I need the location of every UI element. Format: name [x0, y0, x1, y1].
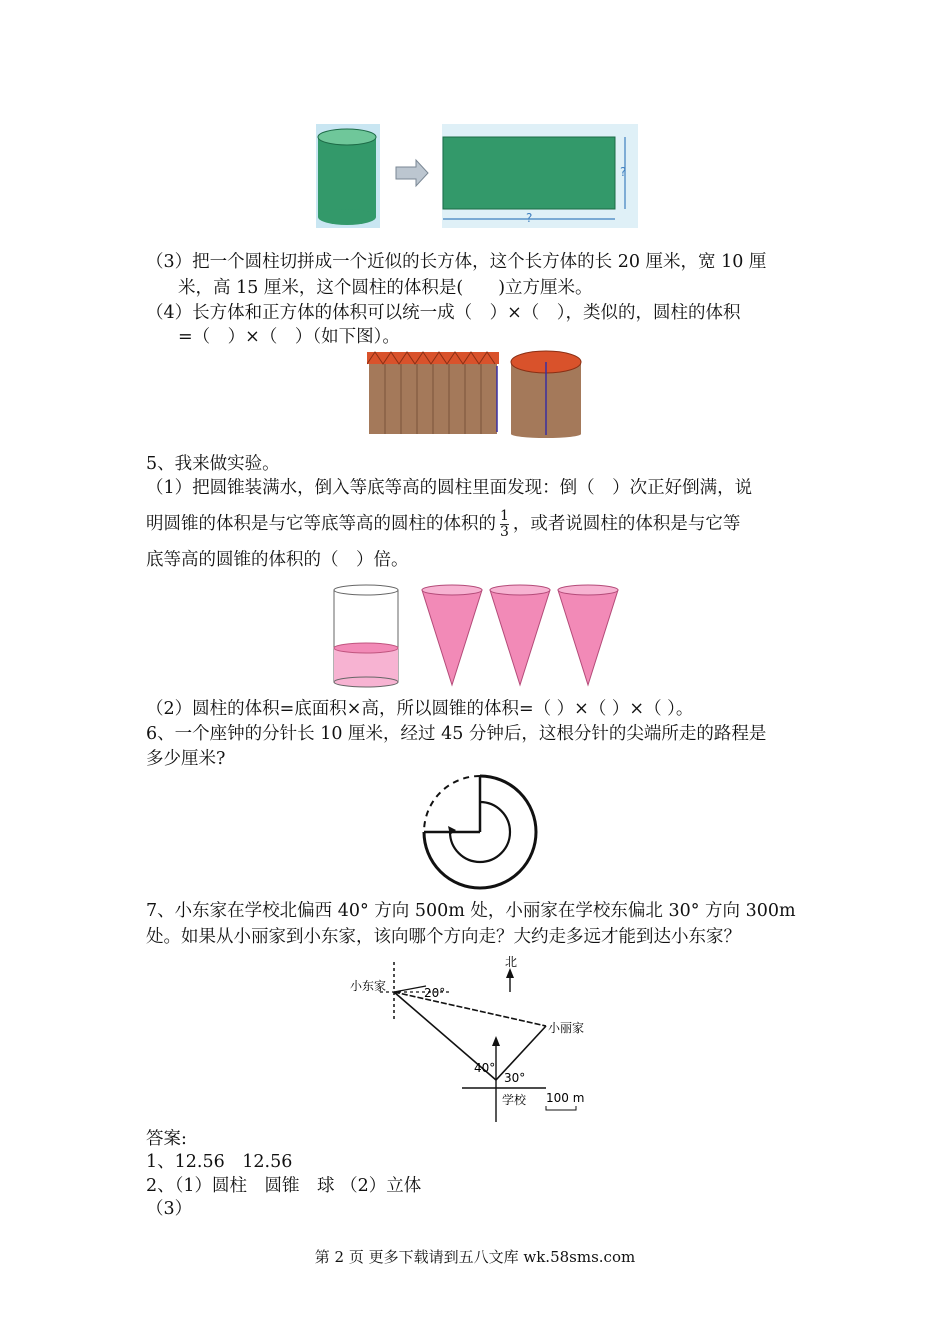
- angle40-label: 40°: [474, 1061, 496, 1075]
- school-north-arrow-icon: [492, 1036, 500, 1046]
- wood-cylinder: [511, 351, 581, 438]
- green-cylinder-body: [318, 137, 376, 217]
- scale-bar: [546, 1106, 576, 1110]
- cone-3: [558, 585, 618, 685]
- wedge-cuboid: [367, 352, 499, 434]
- s5-1-line-2: [146, 509, 740, 540]
- arrow-icon: [396, 160, 428, 186]
- angle20-ray: [394, 986, 426, 992]
- answer-2: 2、（1）圆柱 圆锥 球 （2）立体: [146, 1176, 422, 1196]
- s5-1-line-2-post: ，或者说圆柱的体积是与它等: [512, 514, 741, 534]
- length-question-label: ?: [526, 211, 533, 225]
- answer-1: 1、12.56 12.56: [146, 1152, 293, 1172]
- s5-1-line-3: 底等高的圆锥的体积的（ ）倍。: [146, 550, 409, 570]
- s5-1-line-1: （1）把圆锥装满水，倒入等底等高的圆柱里面发现：倒（ ）次正好倒满，说: [146, 478, 753, 498]
- s7-line-1: 7、小东家在学校北偏西 40° 方向 500m 处，小丽家在学校东偏北 30° 方向 300m: [146, 901, 796, 921]
- cone-experiment-figure: [330, 580, 620, 690]
- page-footer: 第 2 页 更多下载请到五八文库 wk.58sms.com: [314, 1248, 636, 1266]
- outer-arc-dashed: [424, 776, 480, 832]
- cone-2: [490, 585, 550, 685]
- fraction-one-third: [500, 509, 509, 540]
- xiaodong-label: 小东家: [350, 979, 387, 993]
- q3-line-1: （3）把一个圆柱切拼成一个近似的长方体，这个长方体的长 20 厘米，宽 10 厘: [146, 252, 767, 272]
- xiaoli-to-xiaodong-line: [394, 992, 546, 1026]
- angle30-label: 30°: [504, 1071, 526, 1085]
- scale-label: 100 m: [546, 1091, 585, 1105]
- s5-1-line-2-pre: 明圆锥的体积是与它等底等高的圆柱的体积的: [146, 514, 496, 534]
- cone-1: [422, 585, 482, 685]
- height-question-label: ?: [620, 165, 627, 179]
- s7-line-2: 处。如果从小丽家到小东家，该向哪个方向走？大约走多远才能到达小东家？: [146, 927, 741, 947]
- section-5-heading: 5、我来做实验。: [146, 454, 280, 474]
- s5-2-line: （2）圆柱的体积=底面积×高，所以圆锥的体积=（ ）×（ ）×（ ）。: [146, 699, 694, 719]
- water-cylinder: [334, 585, 398, 687]
- q4-line-1: （4）长方体和正方体的体积可以统一成（ ）×（ ），类似的，圆柱的体积: [146, 303, 741, 323]
- cylinder-wedge-figure: [367, 348, 585, 438]
- north-label: 北: [505, 955, 518, 969]
- fraction-denominator: 3: [500, 524, 509, 540]
- direction-map-figure: [350, 952, 590, 1124]
- green-rectangle: [443, 137, 615, 209]
- xiaoli-label: 小丽家: [548, 1021, 585, 1035]
- q4-line-2: =（ ）×（ ）（如下图）。: [178, 327, 400, 347]
- s6-line-2: 多少厘米?: [146, 749, 226, 769]
- clock-minute-hand-figure: [410, 768, 550, 896]
- q3-line-2: 米，高 15 厘米，这个圆柱的体积是( )立方厘米。: [178, 278, 593, 298]
- answer-3: （3）: [146, 1199, 193, 1219]
- north-arrow-icon: [506, 968, 514, 978]
- s6-line-1: 6、一个座钟的分针长 10 厘米，经过 45 分钟后，这根分针的尖端所走的路程是: [146, 724, 767, 744]
- answers-heading: 答案:: [146, 1129, 187, 1149]
- school-label: 学校: [502, 1093, 527, 1107]
- angle20-label: 20°: [424, 986, 446, 1000]
- cylinder-to-rectangle-figure: [316, 124, 638, 228]
- fraction-numerator: 1: [500, 508, 509, 524]
